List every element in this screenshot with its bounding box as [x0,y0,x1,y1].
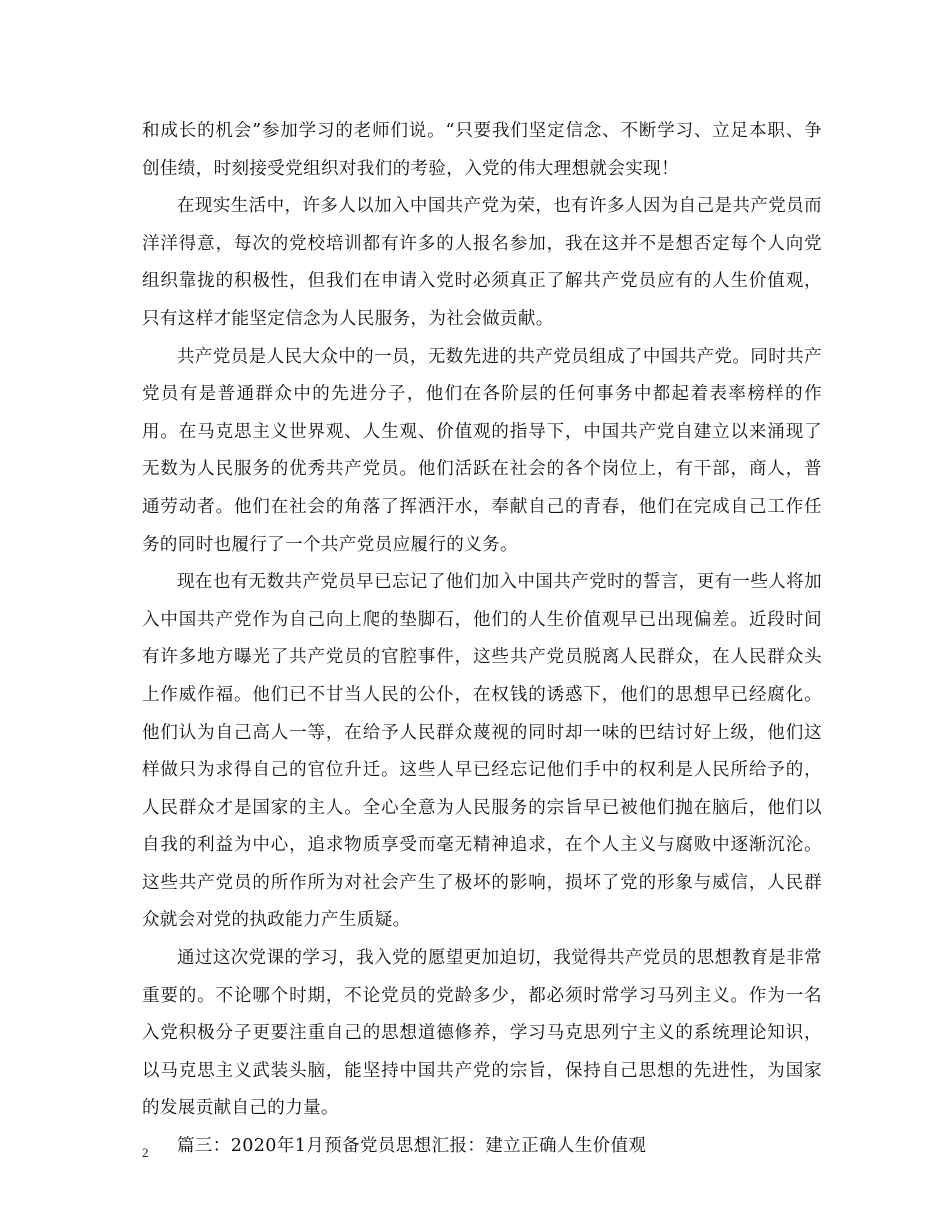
paragraph-2: 在现实生活中，许多人以加入中国共产党为荣，也有许多人因为自己是共产党员而洋洋得意，每次的党校培训都有许多的人报名参加，我在这并不是想否定每个人向党组织靠拢的积极性，但我们在申请入党时必须真正了解共产党员应有的人生价值观，只有这样才能坚定信念为人民服务，为社会做贡献。 [142,196,822,329]
page-number: 2 [142,1145,149,1160]
paragraph-1: 和成长的机会”参加学习的老师们说。“只要我们坚定信念、不断学习、立足本职、争创佳绩，时刻接受党组织对我们的考验，入党的伟大理想就会实现！ [142,121,822,179]
document-body [142,113,822,1166]
paragraph-5: 通过这次党课的学习，我入党的愿望更加迫切，我觉得共产党员的思想教育是非常重要的。不论哪个时期，不论党员的党龄多少，都必须时常学习马列主义。作为一名入党积极分子更要注重自己的思想道德修养，学习马克思列宁主义的系统理论知识，以马克思主义武装头脑，能坚持中国共产党的宗旨，保持自己思想的先进性，为国家的发展贡献自己的力量。 [142,948,822,1119]
paragraph-4: 现在也有无数共产党员早已忘记了他们加入中国共产党时的誓言，更有一些人将加入中国共产党作为自己向上爬的垫脚石，他们的人生价值观早已出现偏差。近段时间有许多地方曝光了共产党员的官腔事件，这些共产党员脱离人民群众，在人民群众头上作威作福。他们已不甘当人民的公仆，在权钱的诱惑下，他们的思想早已经腐化。他们认为自己高人一等，在给予人民群众蔑视的同时却一味的巴结讨好上级，他们这样做只为求得自己的官位升迁。这些人早已经忘记他们手中的权利是人民所给予的，人民群众才是国家的主人。全心全意为人民服务的宗旨早已被他们抛在脑后，他们以自我的利益为中心，追求物质享受而毫无精神追求，在个人主义与腐败中逐渐沉沦。这些共产党员的所作所为对社会产生了极坏的影响，损坏了党的形象与威信，人民群众就会对党的执政能力产生质疑。 [142,572,822,931]
paragraph-3: 共产党员是人民大众中的一员，无数先进的共产党员组成了中国共产党。同时共产党员有是普通群众中的先进分子，他们在各阶层的任何事务中都起着表率榜样的作用。在马克思主义世界观、人生观、价值观的指导下，中国共产党自建立以来涌现了无数为人民服务的优秀共产党员。他们活跃在社会的各个岗位上，有干部，商人，普通劳动者。他们在社会的角落了挥洒汗水，奉献自己的青春，他们在完成自己工作任务的同时也履行了一个共产党员应履行的义务。 [142,346,822,555]
section-heading: 篇三：2020年1月预备党员思想汇报：建立正确人生价值观 [177,1136,647,1157]
